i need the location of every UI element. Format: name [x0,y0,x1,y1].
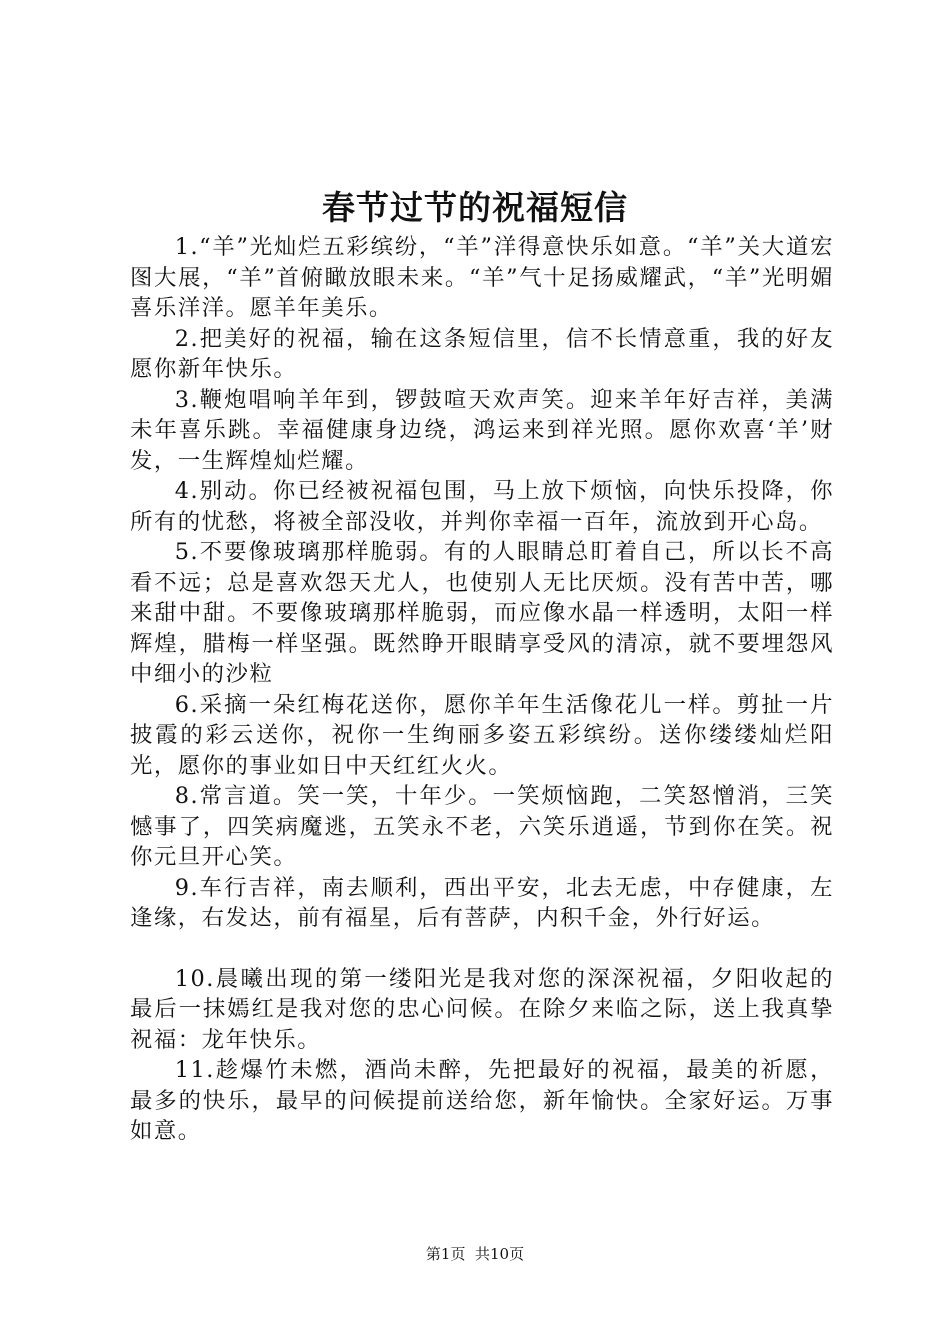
page-footer [0,1244,950,1264]
paragraph-3: 3.鞭炮唱响羊年到，锣鼓喧天欢声笑。迎来羊年好吉祥，美满未年喜乐跳。幸福健康身边绕，鸿运来到祥光照。愿你欢喜‘羊’财发，一生辉煌灿烂耀。 [130,386,834,474]
paragraph-6: 6.采摘一朵红梅花送你，愿你羊年生活像花儿一样。剪扯一片披霞的彩云送你，祝你一生绚丽多姿五彩缤纷。送你缕缕灿烂阳光，愿你的事业如日中天红红火火。 [130,691,834,779]
paragraph-8: 8.常言道。笑一笑，十年少。一笑烦恼跑，二笑怒憎消，三笑憾事了，四笑病魔逃，五笑永不老，六笑乐逍遥，节到你在笑。祝你元旦开心笑。 [130,783,834,870]
paragraph-9: 9.车行吉祥，南去顺利，西出平安，北去无虑，中存健康，左逢缘，右发达，前有福星，后有菩萨，内积千金，外行好运。 [130,874,834,931]
paragraph-10: 10.晨曦出现的第一缕阳光是我对您的深深祝福，夕阳收起的最后一抹嫣红是我对您的忠心问候。在除夕来临之际，送上我真挚祝福：龙年快乐。 [130,965,834,1053]
document-body [130,232,834,1147]
paragraph-4: 4.别动。你已经被祝福包围，马上放下烦恼，向快乐投降，你所有的忧愁，将被全部没收，并判你幸福一百年，流放到开心岛。 [130,478,834,535]
paragraph-11: 11.趁爆竹未燃，酒尚未醉，先把最好的祝福，最美的祈愿，最多的快乐，最早的问候提前送给您，新年愉快。全家好运。万事如意。 [130,1057,834,1144]
page-title: 春节过节的祝福短信 [322,188,628,227]
paragraph-2: 2.把美好的祝福，输在这条短信里，信不长情意重，我的好友愿你新年快乐。 [130,325,834,382]
page-number: 第1页 共10页 [425,1245,525,1263]
paragraph-5: 5.不要像玻璃那样脆弱。有的人眼睛总盯着自己，所以长不高看不远；总是喜欢怨天尤人，也使别人无比厌烦。没有苦中苦，哪来甜中甜。不要像玻璃那样脆弱，而应像水晶一样透明，太阳一样辉煌，腊梅一样坚强。既然睁开眼睛享受风的清凉，就不要埋怨风中细小的沙粒 [130,539,834,687]
paragraph-1: 1.“羊”光灿烂五彩缤纷，“羊”洋得意快乐如意。“羊”关大道宏图大展，“羊”首俯瞰放眼未来。“羊”气十足扬威耀武，“羊”光明媚喜乐洋洋。愿羊年美乐。 [130,234,834,321]
